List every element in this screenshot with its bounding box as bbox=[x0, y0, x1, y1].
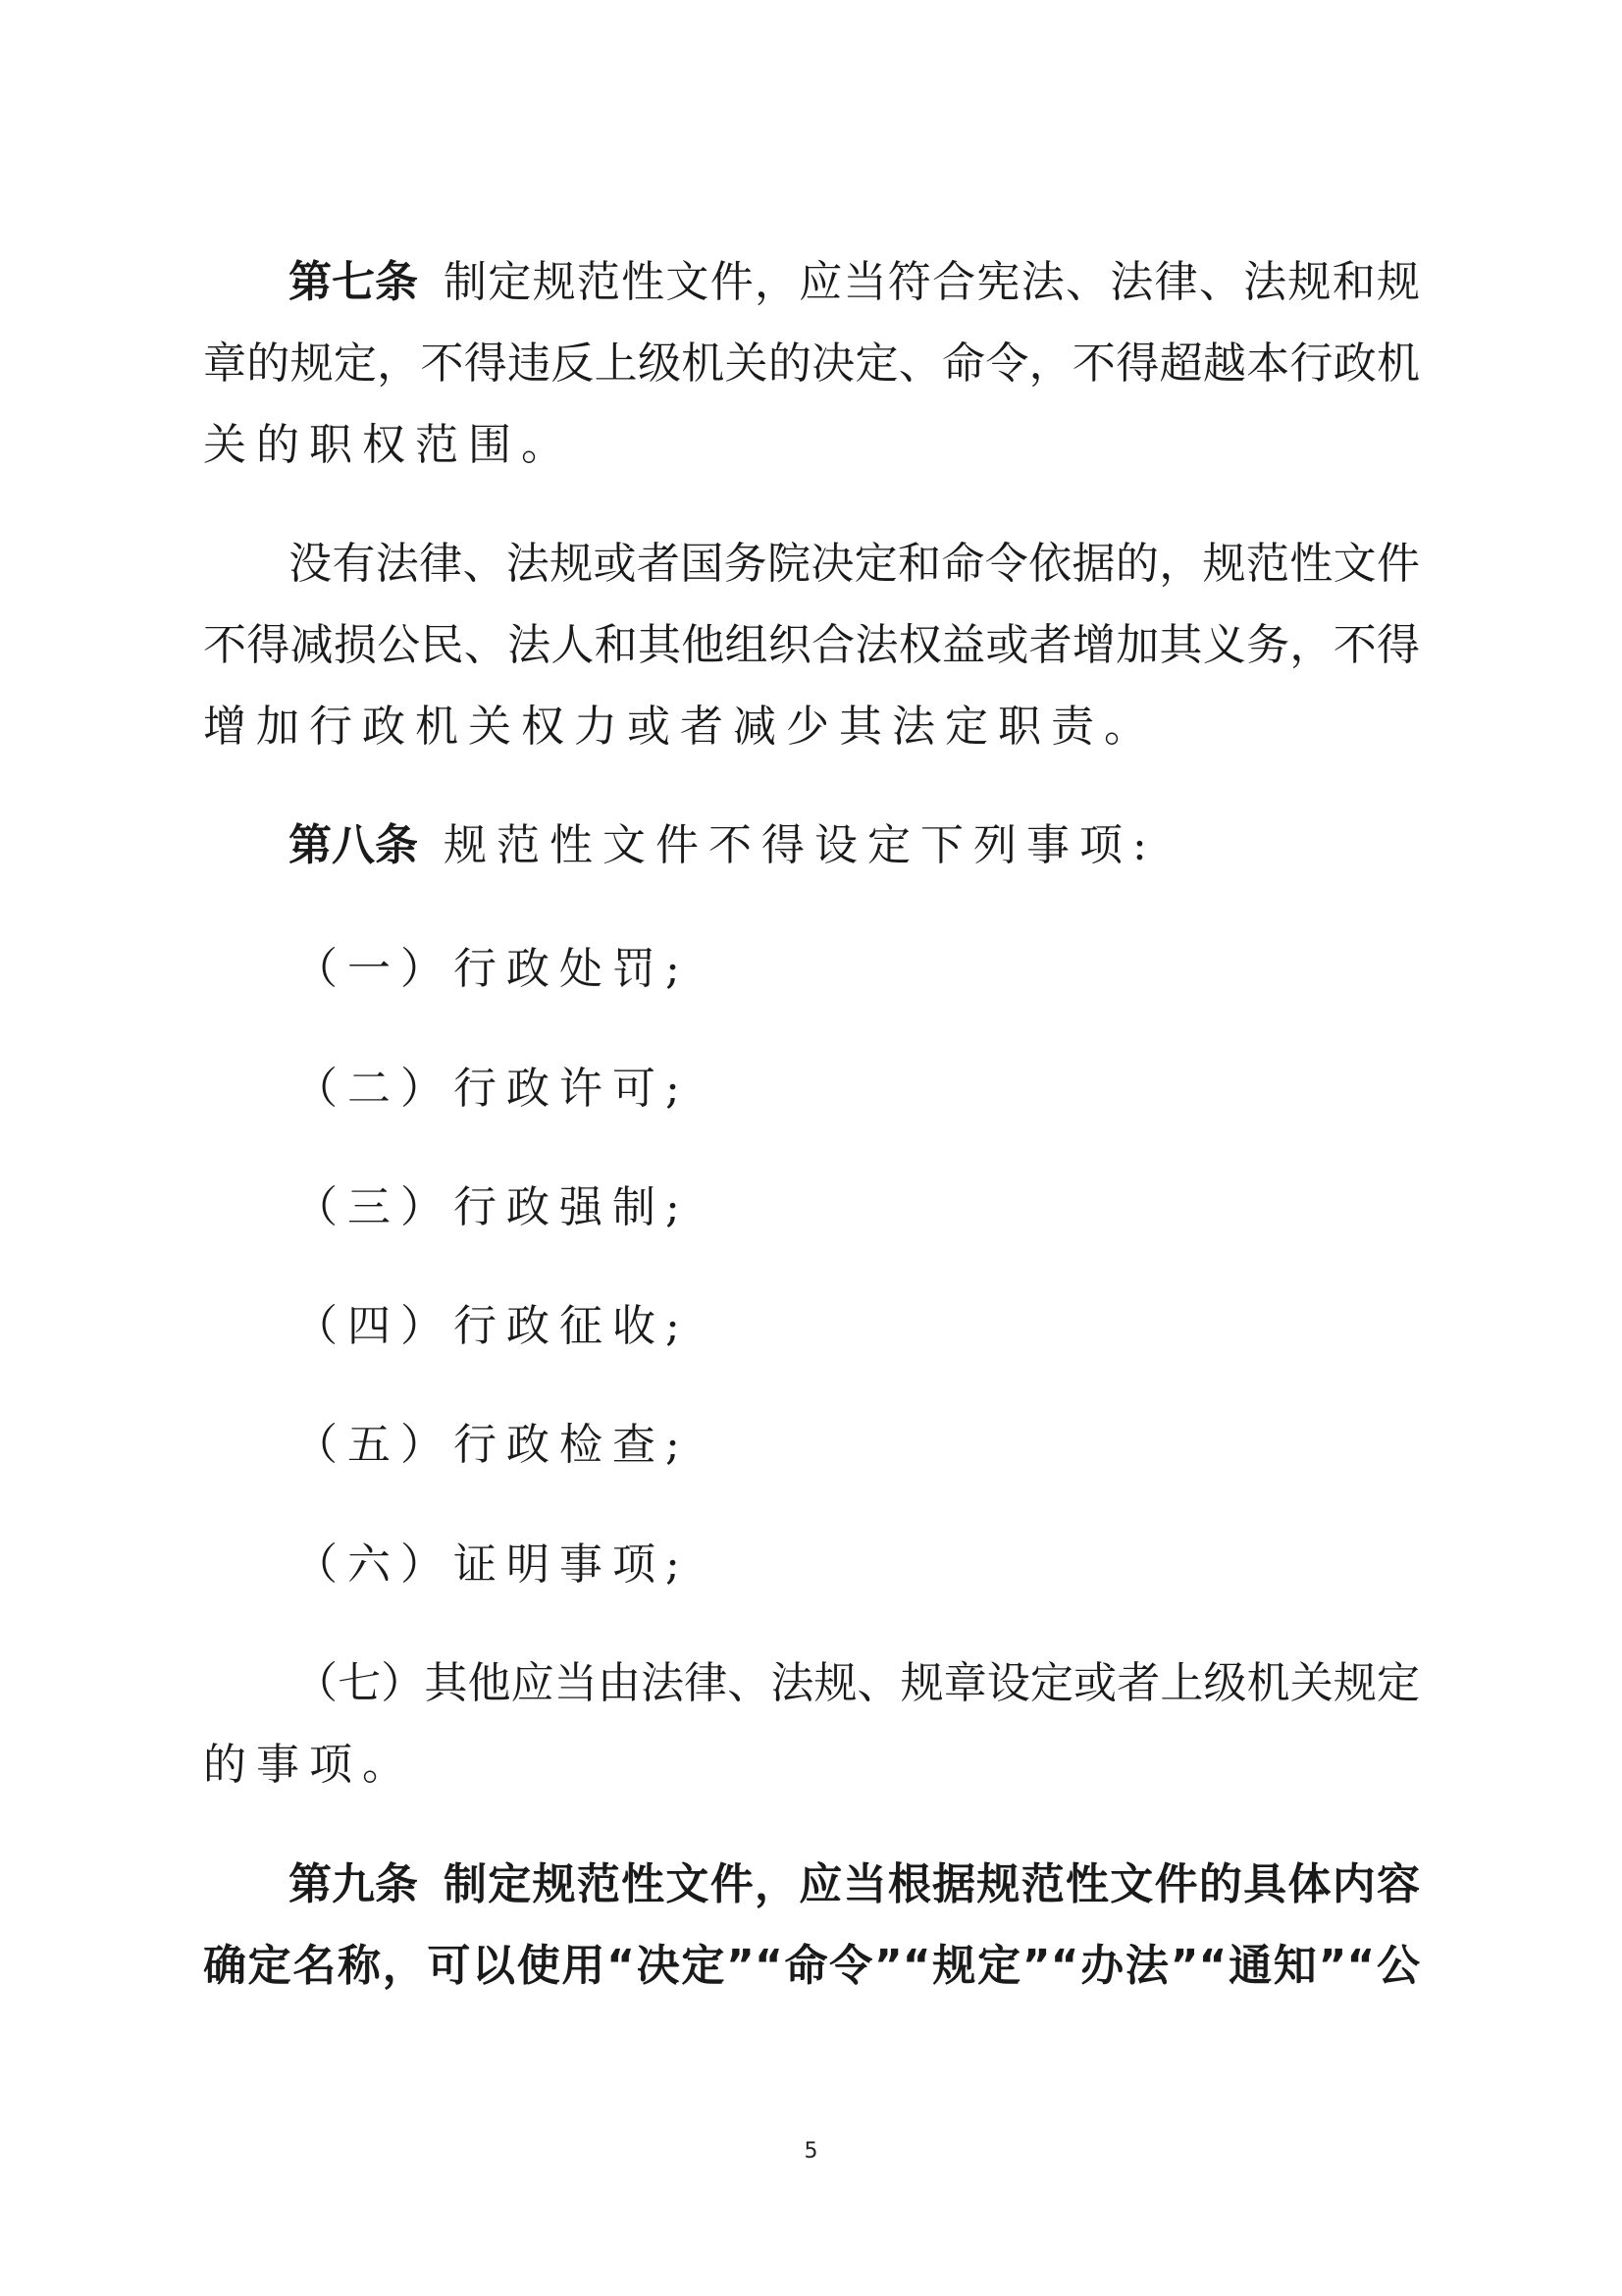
article-9-line-1 bbox=[288, 1855, 1420, 1914]
article-8-item-4-text: （四）行政征收; bbox=[294, 1301, 690, 1351]
article-8-item-5 bbox=[294, 1416, 690, 1475]
article-8-line-1 bbox=[288, 816, 1420, 875]
article-8-item-7-line-1 bbox=[294, 1654, 1420, 1713]
article-7-line-3 bbox=[203, 416, 1420, 475]
page-number: 5 bbox=[804, 2139, 818, 2164]
article-8-item-5-text: （五）行政检查; bbox=[294, 1420, 690, 1470]
article-9-line-2 bbox=[203, 1937, 1420, 1996]
article-7-para2-text-2: 不得减损公民、法人和其他组织合法权益或者增加其义务，不得 bbox=[203, 620, 1420, 670]
article-8-item-1-text: （一）行政处罚; bbox=[294, 944, 690, 994]
article-7-text-1: 制定规范性文件，应当符合宪法、法律、法规和规 bbox=[444, 257, 1420, 307]
article-7-text-3: 关的职权范围。 bbox=[203, 420, 574, 470]
article-7-line-2 bbox=[203, 335, 1420, 393]
article-8-item-2 bbox=[294, 1060, 690, 1119]
article-8-item-6 bbox=[294, 1536, 690, 1594]
article-8-item-7-text-2: 的事项。 bbox=[203, 1740, 415, 1790]
article-8-item-1 bbox=[294, 940, 690, 999]
article-8-item-7-text-1: （七）其他应当由法律、法规、规章设定或者上级机关规定 bbox=[294, 1658, 1420, 1708]
article-8-item-6-text: （六）证明事项; bbox=[294, 1539, 690, 1590]
article-7-para2-text-1: 没有法律、法规或者国务院决定和命令依据的，规范性文件 bbox=[288, 539, 1420, 589]
article-8-text: 规范性文件不得设定下列事项: bbox=[444, 820, 1157, 870]
article-8-item-2-text: （二）行政许可; bbox=[294, 1064, 690, 1114]
article-7-line-1 bbox=[288, 253, 1420, 312]
article-8-item-7-line-2 bbox=[203, 1736, 1420, 1795]
article-7-para2-line-2 bbox=[203, 616, 1420, 675]
article-8-item-3 bbox=[294, 1178, 690, 1237]
article-7-para2-line-3 bbox=[203, 698, 1420, 757]
article-9-label: 第九条 bbox=[288, 1859, 418, 1909]
article-9-text-1: 制定规范性文件，应当根据规范性文件的具体内容 bbox=[444, 1859, 1420, 1909]
article-8-item-3-text: （三）行政强制; bbox=[294, 1182, 690, 1232]
article-7-para2-line-1 bbox=[288, 535, 1420, 594]
article-7-label: 第七条 bbox=[288, 257, 418, 307]
article-9-text-2: 确定名称，可以使用“决定”“命令”“规定”“办法”“通知”“公 bbox=[203, 1941, 1420, 1991]
article-7-text-2: 章的规定，不得违反上级机关的决定、命令，不得超越本行政机 bbox=[203, 339, 1420, 389]
article-8-label: 第八条 bbox=[288, 820, 418, 870]
article-8-item-4 bbox=[294, 1297, 690, 1356]
article-7-para2-text-3: 增加行政机关权力或者减少其法定职责。 bbox=[203, 702, 1157, 752]
